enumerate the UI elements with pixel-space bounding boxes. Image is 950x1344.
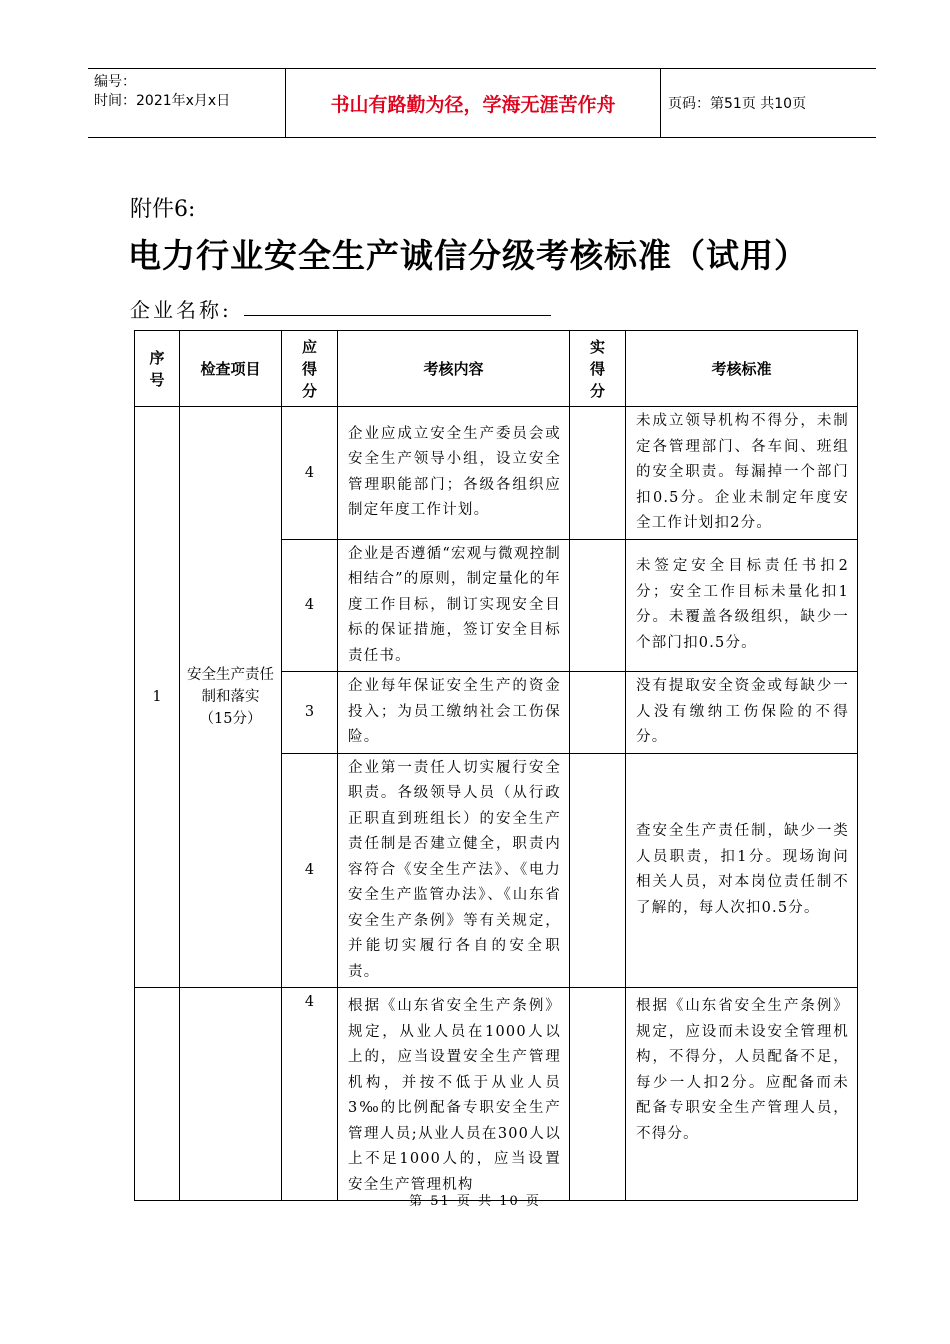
assessment-content: 根据《山东省安全生产条例》规定，从业人员在1000人以上的，应当设置安全生产管理机构，并按不低于从业人员3‰的比例配备专职安全生产管理人员;从业人员在300人以上不足1000人的，应当设置安全生产管理机构	[338, 988, 570, 1201]
assessment-standard: 根据《山东省安全生产条例》规定，应设而未设安全管理机构，不得分，人员配备不足，每少一人扣2分。应配备而未配备专职安全生产管理人员，不得分。	[626, 988, 858, 1201]
header-no: 序号	[135, 331, 180, 407]
required-score: 4	[282, 407, 338, 540]
time-label: 时间：2021年x月x日	[94, 93, 231, 109]
assessment-standard: 查安全生产责任制，缺少一类人员职责，扣1分。现场询问相关人员，对本岗位责任制不了解的，每人次扣0.5分。	[626, 753, 858, 988]
required-score: 4	[282, 988, 338, 1201]
check-item: 安全生产责任制和落实（15分）	[180, 407, 282, 988]
header-divider	[660, 69, 661, 137]
header-page-number: 页码：第51页 共10页	[668, 96, 807, 112]
page-header	[88, 68, 876, 138]
assessment-content: 企业应成立安全生产委员会或安全生产领导小组，设立安全管理职能部门；各级各组织应制定年度工作计划。	[338, 407, 570, 540]
header-standard: 考核标准	[626, 331, 858, 407]
header-content: 考核内容	[338, 331, 570, 407]
header-actual: 实得分	[570, 331, 626, 407]
table-row	[135, 988, 858, 1201]
actual-score	[570, 407, 626, 540]
attachment-label: 附件6:	[130, 197, 196, 222]
assessment-standard: 未成立领导机构不得分，未制定各管理部门、各车间、班组的安全职责。每漏掉一个部门扣0.5分。企业未制定年度安全工作计划扣2分。	[626, 407, 858, 540]
actual-score	[570, 539, 626, 672]
required-score: 3	[282, 672, 338, 754]
document-title: 电力行业安全生产诚信分级考核标准（试用）	[128, 236, 808, 275]
header-meta	[88, 69, 285, 137]
actual-score	[570, 753, 626, 988]
required-score: 4	[282, 753, 338, 988]
check-item	[180, 988, 282, 1201]
table-header-row	[135, 331, 858, 407]
required-score: 4	[282, 539, 338, 672]
header-motto: 书山有路勤为径，学海无涯苦作舟	[330, 93, 616, 116]
company-name-label: 企业名称:	[130, 298, 232, 322]
header-item: 检查项目	[180, 331, 282, 407]
actual-score	[570, 988, 626, 1201]
actual-score	[570, 672, 626, 754]
assessment-content: 企业第一责任人切实履行安全职责。各级领导人员（从行政正职直到班组长）的安全生产责任制是否建立健全，职责内容符合《安全生产法》、《电力安全生产监管办法》、《山东省安全生产条例》等有关规定，并能切实履行各自的安全职责。	[338, 753, 570, 988]
row-number: 1	[135, 407, 180, 988]
table-row	[135, 407, 858, 540]
number-label: 编号：	[94, 74, 136, 90]
assessment-standard: 未签定安全目标责任书扣2分；安全工作目标未量化扣1分。未覆盖各级组织，缺少一个部门扣0.5分。	[626, 539, 858, 672]
assessment-content: 企业是否遵循“宏观与微观控制相结合”的原则，制定量化的年度工作目标，制订实现安全目标的保证措施，签订安全目标责任书。	[338, 539, 570, 672]
assessment-content: 企业每年保证安全生产的资金投入；为员工缴纳社会工伤保险。	[338, 672, 570, 754]
assessment-standard: 没有提取安全资金或每缺少一人没有缴纳工伤保险的不得分。	[626, 672, 858, 754]
company-name-blank	[244, 315, 551, 316]
header-score: 应得分	[282, 331, 338, 407]
page-footer: 第 51 页 共 10 页	[409, 1194, 541, 1209]
row-number	[135, 988, 180, 1201]
assessment-table	[134, 330, 858, 1201]
